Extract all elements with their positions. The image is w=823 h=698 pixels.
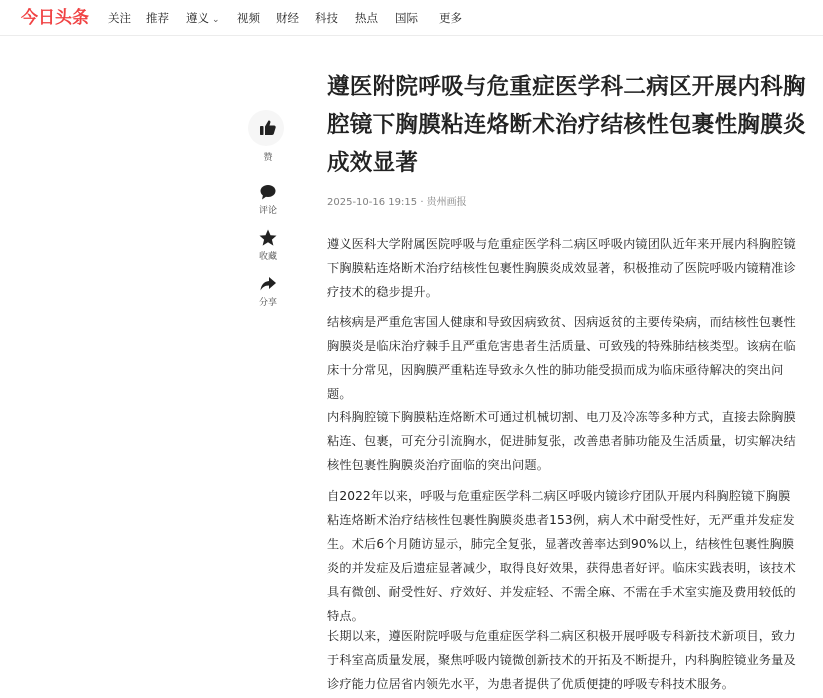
- share-arrow-icon: [258, 274, 278, 294]
- toutiao-logo[interactable]: 今日头条: [21, 8, 89, 28]
- comment-button[interactable]: [248, 182, 288, 217]
- star-icon: [258, 228, 278, 248]
- nav-item-international[interactable]: 国际: [395, 11, 418, 25]
- nav-item-zunyi-label: 遵义: [186, 11, 209, 25]
- article-paragraph: 内科胸腔镜下胸膜粘连烙断术可通过机械切割、电刀及冷冻等多种方式，直接去除胸膜粘连、包裹，可充分引流胸水，促进肺复张，改善患者肺功能及生活质量，切实解决结核性包裹性胸膜炎治疗面临的突出问题。: [327, 410, 796, 472]
- article-title: 遵医附院呼吸与危重症医学科二病区开展内科胸腔镜下胸膜粘连烙断术治疗结核性包裹性胸膜炎成效显著: [327, 74, 806, 176]
- nav-item-video[interactable]: 视频: [237, 11, 260, 25]
- article-meta: [327, 196, 467, 210]
- top-nav-bar: [0, 0, 823, 36]
- like-label: 赞: [263, 153, 273, 163]
- nav-item-follow[interactable]: 关注: [108, 11, 131, 25]
- share-button[interactable]: [248, 274, 288, 309]
- chevron-down-icon: ⌄: [212, 15, 220, 25]
- nav-item-finance[interactable]: 财经: [276, 11, 299, 25]
- thumbs-up-icon: [258, 118, 278, 138]
- nav-item-zunyi[interactable]: [186, 10, 220, 28]
- favorite-button[interactable]: [248, 228, 288, 263]
- comment-label: 评论: [258, 206, 277, 216]
- article-paragraph: 长期以来，遵医附院呼吸与危重症医学科二病区积极开展呼吸专科新技术新项目，致力于科室高质量发展，聚焦呼吸内镜微创新技术的开拓及不断提升，内科胸腔镜业务量及诊疗能力位居省内领先水平，为患者提供了优质便捷的呼吸专科技术服务。: [327, 629, 796, 691]
- publish-time: 2025-10-16 19:15: [327, 197, 418, 208]
- article-source[interactable]: 贵州画报: [426, 197, 467, 208]
- nav-item-recommend[interactable]: 推荐: [146, 11, 169, 25]
- nav-item-more[interactable]: 更多: [439, 11, 462, 25]
- share-label: 分享: [258, 298, 277, 308]
- meta-separator: ·: [420, 197, 427, 208]
- article-paragraph: 自2022年以来，呼吸与危重症医学科二病区呼吸内镜诊疗团队开展内科胸腔镜下胸膜粘连烙断术治疗结核性包裹性胸膜炎患者153例，病人术中耐受性好，无严重并发症发生。术后6个月随访显示，肺完全复张，显著改善率达到90%以上，结核性包裹性胸膜炎的并发症及后遗症显著减少，取得良好效果，获得患者好评。临床实践表明，该技术具有微创、耐受性好、疗效好、并发症轻、不需全麻、不需在手术室实施及费用较低的特点。: [327, 489, 796, 623]
- nav-item-tech[interactable]: 科技: [315, 11, 338, 25]
- nav-item-hot[interactable]: 热点: [355, 11, 378, 25]
- article-paragraph: 遵义医科大学附属医院呼吸与危重症医学科二病区呼吸内镜团队近年来开展内科胸腔镜下胸膜粘连烙断术治疗结核性包裹性胸膜炎成效显著，积极推动了医院呼吸内镜精准诊疗技术的稳步提升。: [327, 237, 796, 299]
- article-paragraph: 结核病是严重危害国人健康和导致因病致贫、因病返贫的主要传染病，而结核性包裹性胸膜炎是临床治疗棘手且严重危害患者生活质量、可致残的特殊肺结核类型。该病在临床十分常见，因胸膜严重粘连导致永久性的肺功能受损而成为临床亟待解决的突出问题。: [327, 315, 796, 401]
- comment-bubble-icon: [258, 182, 278, 202]
- like-button[interactable]: [248, 110, 288, 164]
- favorite-label: 收藏: [258, 252, 277, 262]
